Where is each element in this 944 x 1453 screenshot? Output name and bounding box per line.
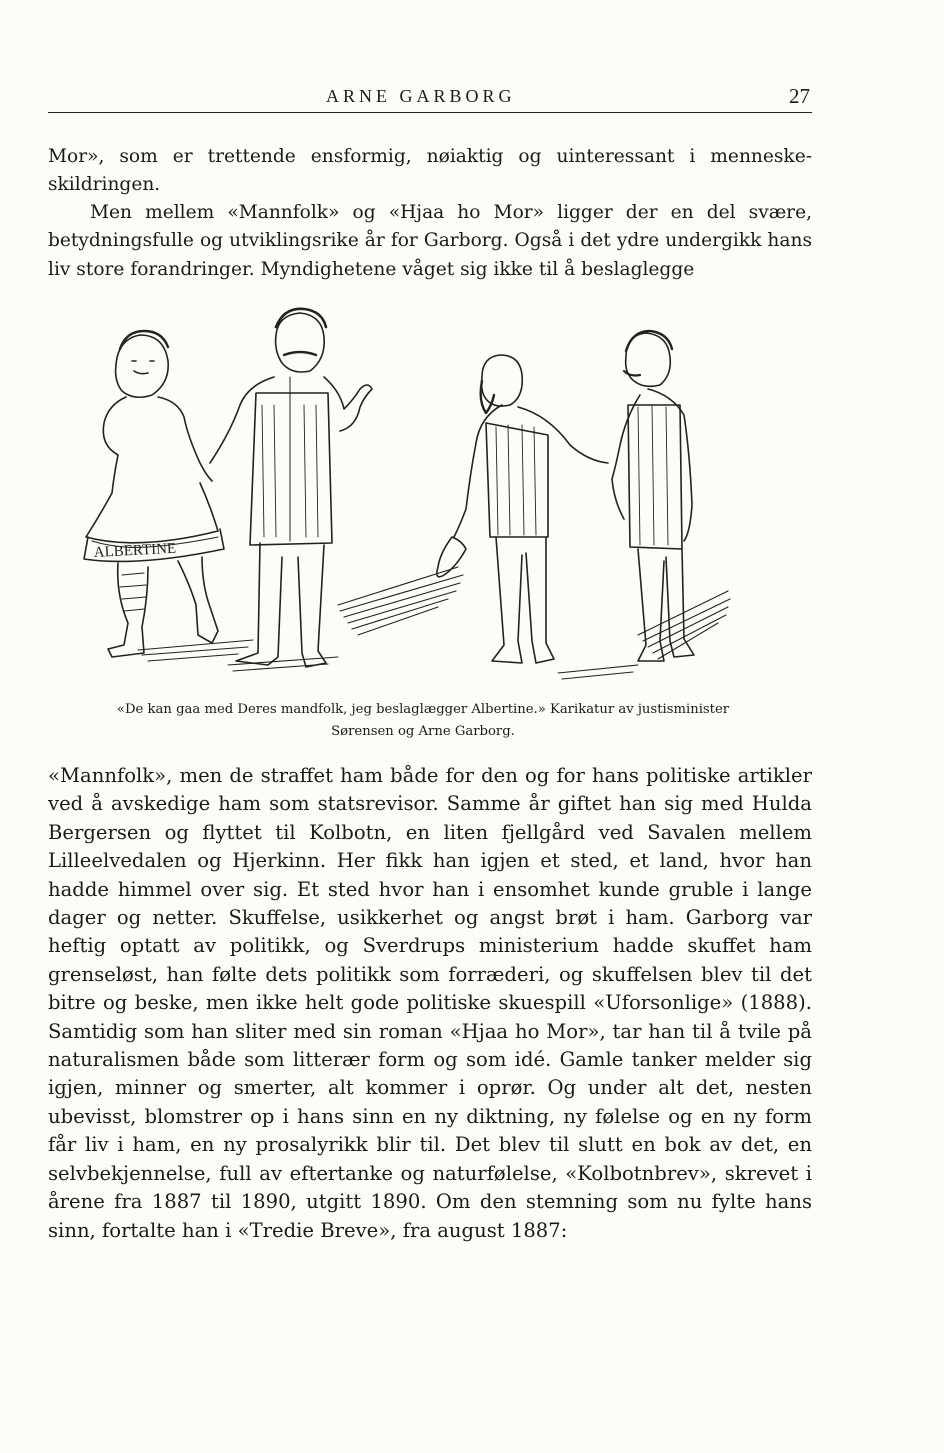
paragraph-continuation: Mor», som er trettende ensformig, nøiaktig og uinteressant i menneske-skildringen. xyxy=(48,146,812,196)
running-head xyxy=(48,84,812,113)
petticoat-lettering: ALBERTINE xyxy=(93,540,177,561)
caption-line-2: Sørensen og Arne Garborg. xyxy=(331,724,515,739)
caricature-illustration xyxy=(78,305,738,685)
running-title: ARNE GARBORG xyxy=(326,86,516,106)
garborg-figure xyxy=(437,355,608,663)
fourth-man-figure xyxy=(612,331,694,661)
page-number: 27 xyxy=(789,84,810,108)
woman-figure xyxy=(84,331,224,657)
paragraph-text: Men mellem «Mannfolk» og «Hjaa ho Mor» ligger der en del svære, betydningsfulle og utviklingsrike år for Garborg. Også i det ydre undergikk hans liv store forandringer. Myndighetene våget sig ikke til å beslaglegge xyxy=(48,202,812,280)
illustration-caption xyxy=(78,699,768,743)
minister-figure xyxy=(210,309,372,667)
paragraph-main: «Mannfolk», men de straffet ham både for den og for hans politiske artikler ved å avskedige ham som statsrevisor. Samme år giftet han sig med Hulda Bergersen og flyttet til Kolbotn, en liten fjellgård ved Savalen mellem Lilleelvedalen og Hjerkinn. Her fikk han igjen et sted, et land, hvor han hadde himmel over sig. Et sted hvor han i ensomhet kunde gruble i lange dager og netter. Skuffelse, usikkerhet og angst brøt i ham. Garborg var heftig optatt av politikk, og Sverdrups ministerium hadde skuffet ham grenseløst, han følte dets politikk som forræderi, og skuffelsen blev til det bitre og beske, men ikke helt gode politiske skuespill «Uforsonlige» (1888). Samtidig som han sliter med sin roman «Hjaa ho Mor», tar han til å tvile på naturalismen både som litterær form og som idé. Gamle tanker melder sig igjen, minner og smerter, alt kommer i oprør. Og under alt det, nesten ubevisst, blomstrer op i hans sinn en ny diktning, ny følelse og en ny form får liv i ham, en ny prosalyrikk blir til. Det blev til slutt en bok av det, en selvbekjennelse, full av eftertanke og naturfølelse, «Kolbotnbrev», skrevet i årene fra 1887 til 1890, utgitt 1890. Om den stemning som nu fylte hans sinn, fortalte han i «Tredie Breve», fra august 1887: xyxy=(48,764,812,1242)
paragraph-transition xyxy=(48,199,812,284)
caption-line-1: «De kan gaa med Deres mandfolk, jeg beslaglægger Albertine.» Karikatur av justisminister xyxy=(116,702,730,717)
